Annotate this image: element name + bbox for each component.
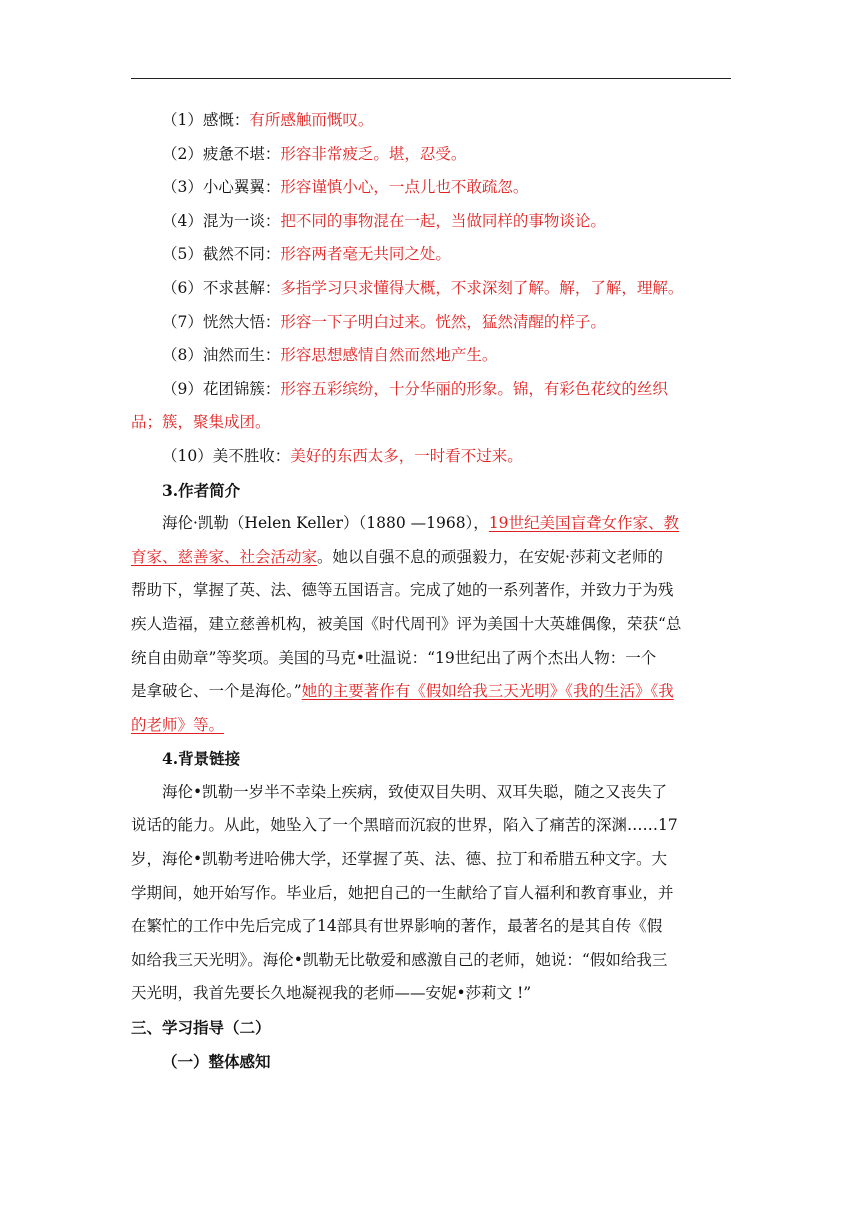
vocab-item bbox=[131, 238, 731, 272]
background-paragraph-line: 如给我三天光明》。海伦•凯勒无比敬爱和感激自己的老师，她说：“假如给我三 bbox=[131, 950, 668, 969]
vocab-item bbox=[131, 104, 731, 138]
vocab-definition: 把不同的事物混在一起，当做同样的事物谈论。 bbox=[280, 211, 606, 230]
vocab-definition-continued: 品；簇，聚集成团。 bbox=[131, 413, 271, 432]
author-paragraph-line bbox=[131, 507, 731, 541]
vocab-definition: 美好的东西太多，一时看不过来。 bbox=[290, 446, 523, 465]
vocab-item bbox=[131, 138, 731, 172]
text-span: 是拿破仑、一个是海伦。” bbox=[131, 682, 302, 701]
section-heading-background: 4.背景链接 bbox=[162, 749, 241, 769]
vocab-term: （2）疲惫不堪： bbox=[162, 144, 281, 163]
highlighted-text: 她的主要著作有《假如给我三天光明》《我的生活》《我 bbox=[301, 682, 674, 701]
vocab-term: （6）不求甚解： bbox=[162, 278, 281, 297]
vocab-term: （1）感慨： bbox=[162, 111, 250, 129]
highlighted-text: 的老师》等。 bbox=[131, 715, 225, 734]
vocab-term: （10）美不胜收： bbox=[162, 446, 291, 465]
highlighted-text: 19世纪美国盲聋女作家、教 bbox=[488, 514, 680, 533]
author-paragraph-line: 疾人造福，建立慈善机构，被美国《时代周刊》评为美国十大英雄偶像，荣获“总 bbox=[131, 614, 682, 633]
vocab-item bbox=[131, 171, 731, 205]
background-paragraph-line: 海伦•凯勒一岁半不幸染上疾病，致使双目失明、双耳失聪，随之又丧失了 bbox=[162, 782, 668, 801]
vocab-item bbox=[131, 205, 731, 239]
background-paragraph-line: 学期间，她开始写作。毕业后，她把自己的一生献给了盲人福利和教育事业，并 bbox=[131, 883, 674, 902]
vocab-term: （9）花团锦簇： bbox=[162, 379, 281, 398]
vocab-term: （8）油然而生： bbox=[162, 346, 281, 365]
vocab-definition: 形容五彩缤纷，十分华丽的形象。锦，有彩色花纹的丝织 bbox=[280, 379, 668, 398]
vocab-definition: 形容非常疲乏。堪，忍受。 bbox=[280, 144, 467, 163]
author-paragraph-line bbox=[131, 675, 731, 709]
vocab-definition: 形容一下子明白过来。恍然，猛然清醒的样子。 bbox=[280, 312, 606, 331]
author-paragraph-line bbox=[131, 541, 731, 575]
vocab-term: （5）截然不同： bbox=[162, 245, 281, 264]
vocab-item bbox=[131, 272, 731, 306]
text-span: 海伦·凯勒（Helen Keller）（1880 —1968）， bbox=[162, 514, 489, 533]
subsection-heading: （一）整体感知 bbox=[162, 1051, 271, 1071]
text-span: 。她以自强不息的顽强毅力，在安妮·莎莉文老师的 bbox=[317, 547, 663, 566]
vocab-definition: 多指学习只求懂得大概，不求深刻了解。解，了解，理解。 bbox=[280, 278, 684, 297]
section-heading-author: 3.作者简介 bbox=[162, 480, 241, 500]
author-paragraph-line: 统自由勋章”等奖项。美国的马克•吐温说：“19世纪出了两个杰出人物：一个 bbox=[131, 648, 657, 667]
background-paragraph-line: 在繁忙的工作中先后完成了14部具有世界影响的著作，最著名的是其自传《假 bbox=[131, 917, 663, 936]
vocab-term: （7）恍然大悟： bbox=[162, 312, 281, 331]
section-heading-study-guide: 三、学习指导（二） bbox=[131, 1018, 271, 1038]
vocab-item bbox=[131, 306, 731, 340]
vocab-term: （4）混为一谈： bbox=[162, 211, 281, 230]
header-rule bbox=[131, 78, 731, 79]
vocab-item bbox=[131, 373, 731, 407]
author-paragraph-line bbox=[131, 709, 731, 743]
highlighted-text: 育家、慈善家、社会活动家 bbox=[131, 547, 318, 566]
background-paragraph-line: 岁，海伦•凯勒考进哈佛大学，还掌握了英、法、德、拉丁和希腊五种文字。大 bbox=[131, 850, 668, 869]
vocab-item bbox=[131, 440, 731, 474]
vocab-definition: 形容谨慎小心，一点儿也不敢疏忽。 bbox=[280, 178, 529, 197]
background-paragraph-line: 说话的能力。从此，她坠入了一个黑暗而沉寂的世界，陷入了痛苦的深渊……17 bbox=[131, 816, 678, 835]
author-paragraph-line: 帮助下，掌握了英、法、德等五国语言。完成了她的一系列著作，并致力于为残 bbox=[131, 581, 674, 600]
vocab-definition: 有所感触而慨叹。 bbox=[249, 111, 374, 129]
background-paragraph-line: 天光明，我首先要长久地凝视我的老师——安妮•莎莉文 !” bbox=[131, 984, 532, 1003]
vocab-item bbox=[131, 339, 731, 373]
vocab-definition: 形容两者毫无共同之处。 bbox=[280, 245, 451, 264]
vocab-term: （3）小心翼翼： bbox=[162, 178, 281, 197]
vocab-definition: 形容思想感情自然而然地产生。 bbox=[280, 346, 498, 365]
document-body bbox=[131, 104, 731, 1078]
